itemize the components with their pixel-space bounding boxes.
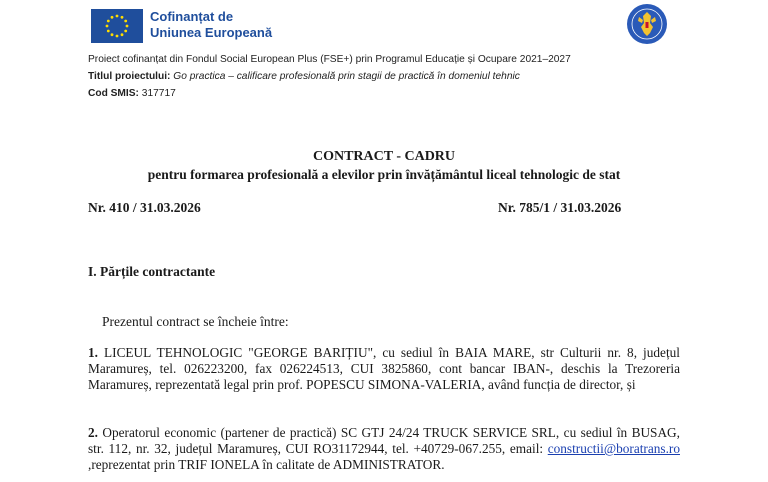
project-smis-line (88, 87, 176, 100)
contract-title: CONTRACT - CADRU (312, 149, 456, 164)
eu-line2: Uniunea Europeană (150, 24, 273, 40)
registration-number-right: Nr. 785/1 / 31.03.2026 (498, 200, 622, 215)
eu-flag-icon (91, 9, 143, 43)
party-2-text: Operatorul economic (partener de practică) SC GTJ 24/24 TRUCK SERVICE SRL, cu sediul în BUSAG, str. 112, nr. 32, județul Maramureș, CUI RO31172944, tel. +40729-067.255, email: (88, 425, 680, 456)
eu-cofunding-label (150, 9, 272, 40)
party-2-rest: ,reprezentat prin TRIF IONELA în calitate de ADMINISTRATOR. (88, 457, 445, 472)
project-title-value: Go practica – calificare profesională prin stagii de practică în domeniul tehnic (173, 71, 520, 82)
party-1-text: LICEUL TEHNOLOGIC "GEORGE BARIȚIU", cu sediul în BAIA MARE, str Culturii nr. 8, județul Maramureș, tel. 026223200, fax 026224513, CUI 3825860, cont bancar IBAN-, deschis la Trezoreria Maramureș, reprezentată legal prin prof. POPESCU SIMONA-VALERIA, având funcția de director, și (88, 345, 680, 392)
party-1-paragraph (88, 345, 680, 393)
eu-line1: Cofinanțat de (150, 9, 234, 24)
smis-value: 317717 (141, 88, 176, 99)
government-logo-icon (626, 3, 668, 45)
contract-subtitle: pentru formarea profesională a elevilor prin învățământul liceal tehnologic de stat (147, 167, 621, 182)
registration-number-left: Nr. 410 / 31.03.2026 (88, 200, 201, 215)
party-2-email-link[interactable]: constructii@boratrans.ro (547, 441, 680, 456)
party-2-number: 2. (88, 425, 98, 440)
project-title-line (88, 70, 520, 83)
party-2-paragraph (88, 425, 680, 473)
project-funding-line: Proiect cofinanțat din Fondul Social European Plus (FSE+) prin Programul Educație și Ocupare 2021–2027 (88, 54, 571, 65)
intro-text: Prezentul contract se încheie între: (102, 314, 289, 329)
party-1-number: 1. (88, 345, 98, 360)
project-title-label: Titlul proiectului: (88, 71, 171, 82)
smis-label: Cod SMIS: (88, 88, 139, 99)
section-heading: I. Părțile contractante (88, 264, 216, 279)
